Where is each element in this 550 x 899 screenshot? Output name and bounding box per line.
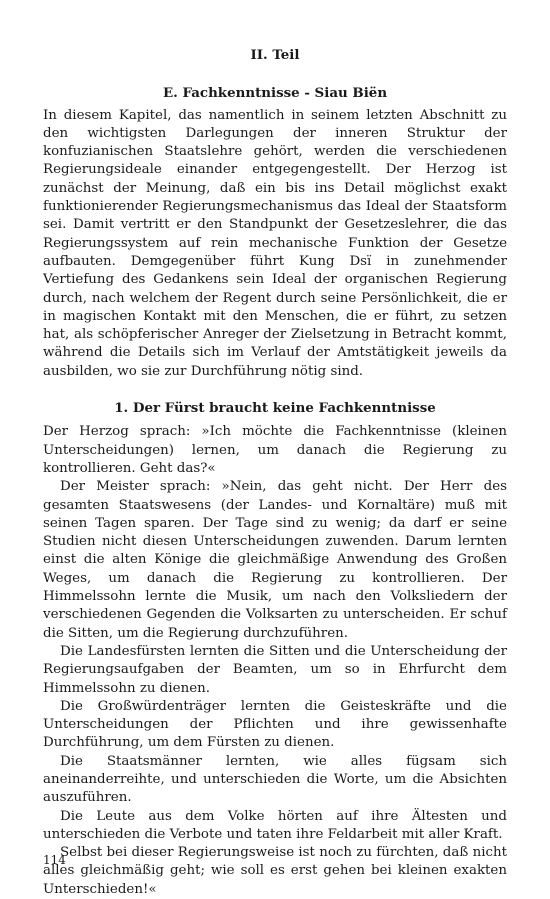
body-paragraph: Der Herzog sprach: »Ich möchte die Fachkenntnisse (kleinen Unterscheidungen) lernen, um danach die Regierung zu kontrollieren. Geht das?« <box>43 424 507 476</box>
section-title: 1. Der Fürst braucht keine Fachkenntnisse <box>114 400 436 417</box>
body-paragraph: Die Leute aus dem Volke hörten auf ihre Ältesten und unterschieden die Verbote und taten ihre Feldarbeit mit aller Kraft. <box>43 808 507 842</box>
intro-paragraph: In diesem Kapitel, das namentlich in seinem letzten Abschnitt zu den wichtigsten Darlegungen der inneren Struktur der konfuzianischen Staatslehre gehört, werden die verschiedenen Regierungsideale einander entgegengestellt. Der Herzog ist zunächst der Meinung, daß ein bis ins Detail möglichst exakt funktionierender Regierungsmechanismus das Ideal der Staatsform sei. Damit vertritt er den Standpunkt der Gesetzeslehrer, die das Regierungssystem auf rein mechanische Funktion der Gesetze aufbauten. Demgegenüber führt Kung Dsï in zunehmender Vertiefung des Gedankens sein Ideal der organischen Regierung durch, nach welchem der Regent durch seine Persönlichkeit, die er in magischen Kontakt mit den Menschen, die er führt, zu setzen hat, als schöpferischer Anreger der Zielsetzung in Betracht kommt, während die Details sich im Verlauf der Amtstätigkeit jeweils da ausbilden, wo sie zur Durchführung nötig sind. <box>43 107 507 379</box>
page-number: 114 <box>43 853 66 867</box>
body-paragraph: Die Großwürdenträger lernten die Geisteskräfte und die Unterscheidungen der Pflichten und ihre gewissenhafte Durchführung, um dem Fürsten zu dienen. <box>43 698 507 751</box>
body-paragraph: Selbst bei dieser Regierungsweise ist noch zu fürchten, daß nicht alles gleichmäßig geht; wie soll es erst gehen bei kleinen exakten Unterschieden!« <box>43 845 507 897</box>
chapter-title: E. Fachkenntnisse - Siau Biën <box>162 85 388 102</box>
page-content <box>43 46 507 899</box>
body-paragraph: Der Meister sprach: »Nein, das geht nicht. Der Herr des gesamten Staatswesens (der Landes- und Kornaltäre) muß mit seinen Tagen sparen. Der Tage sind zu wenig; da darf er seine Studien nicht diesen Unterscheidungen zuwenden. Darum lernten einst die alten Könige die gleichmäßige Anwendung des Großen Weges, um danach die Regierung zu kontrollieren. Der Himmelssohn lernte die Musik, um nach den Volksliedern der verschiedenen Gegenden die Volksarten zu unterscheiden. Er schuf die Sitten, um die Regierung durchzuführen. <box>43 479 507 641</box>
part-title: II. Teil <box>250 47 300 63</box>
body-paragraph: Die Staatsmänner lernten, wie alles fügsam sich aneinanderreihte, und unterschieden die Worte, um die Absichten auszuführen. <box>43 753 507 806</box>
body-paragraph: Die Landesfürsten lernten die Sitten und die Unterscheidung der Regierungsaufgaben der Beamten, um so in Ehrfurcht dem Himmelssohn zu dienen. <box>43 643 507 696</box>
